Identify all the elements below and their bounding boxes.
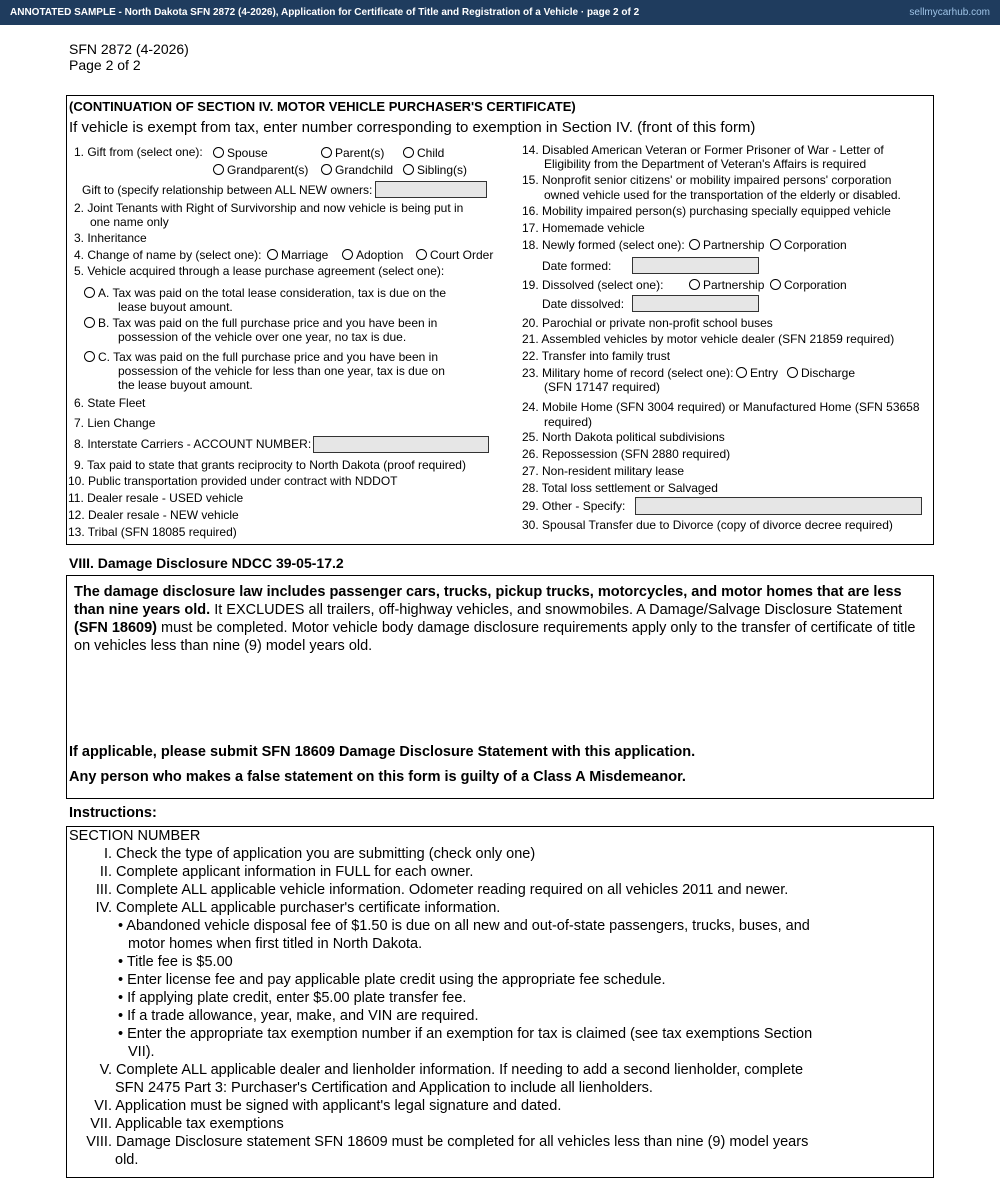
exemption-item-1: 1. Gift from (select one): [74,145,203,159]
exemption-item-30: 30. Spousal Transfer due to Divorce (copy of divorce decree required) [522,518,893,532]
option-court-order[interactable] [416,248,493,262]
option-grandchild[interactable] [321,163,393,177]
exemption-item-3: 3. Inheritance [74,231,147,245]
banner-title: ANNOTATED SAMPLE - North Dakota SFN 2872 (4-2026), Application for Certificate of Title and Registration of a Vehicle · page 2 of 2 [10,7,640,18]
option-lease-b-cont: possession of the vehicle over one year, no tax is due. [118,330,407,344]
option-lease-a-cont: lease buyout amount. [118,300,233,314]
radio-icon [213,147,224,158]
instruction-row [85,881,788,899]
instruction-row [85,899,500,917]
radio-icon [403,164,414,175]
option-label: Partnership [703,278,765,292]
date-dissolved-field[interactable] [632,295,759,312]
option-marriage[interactable] [267,248,328,262]
instruction-text: Complete applicant information in FULL for each owner. [116,864,474,880]
exemption-item-21: 21. Assembled vehicles by motor vehicle dealer (SFN 21859 required) [522,332,895,346]
option-label: Adoption [356,248,404,262]
damage-text-end: must be completed. Motor vehicle body damage disclosure requirements apply only to the transfer of certificate of title on vehicles less than nine (9) model years old. [74,620,916,654]
gift-to-field[interactable] [375,181,487,198]
exemption-item-23: 23. Military home of record (select one): [522,366,734,380]
exemption-item-23-cont: (SFN 17147 required) [544,380,661,394]
option-entry[interactable] [736,366,778,380]
damage-sfn-text: (SFN 18609) [74,620,158,636]
instruction-text: Check the type of application you are submitting (check only one) [116,846,536,862]
exemption-item-13: 13. Tribal (SFN 18085 required) [68,525,237,539]
roman-numeral: II. [99,864,112,880]
exemption-item-8: 8. Interstate Carriers - ACCOUNT NUMBER: [74,437,312,451]
exemption-item-27: 27. Non-resident military lease [522,464,685,478]
damage-disclosure-heading: VIII. Damage Disclosure NDCC 39-05-17.2 [69,555,344,571]
radio-icon [321,164,332,175]
instruction-text: Applicable tax exemptions [115,1116,284,1132]
exemption-item-15: 15. Nonprofit senior citizens' or mobility impaired persons' corporation [522,173,892,187]
roman-numeral: IV. [95,900,112,916]
roman-numeral: VI. [94,1098,112,1114]
instruction-text: Damage Disclosure statement SFN 18609 must be completed for all vehicles less than nine (9) model years [116,1134,809,1150]
exemption-item-26: 26. Repossession (SFN 2880 required) [522,447,731,461]
roman-numeral: V. [99,1062,112,1078]
exemption-item-20: 20. Parochial or private non-profit school buses [522,316,773,330]
option-label: C. Tax was paid on the full purchase price and you have been in [98,350,438,364]
exemption-item-4: 4. Change of name by (select one): [74,248,262,262]
exemption-item-18: 18. Newly formed (select one): [522,238,685,252]
roman-numeral: VII. [90,1116,112,1132]
instruction-text: Application must be signed with applicant's legal signature and dated. [115,1098,562,1114]
radio-icon [787,367,798,378]
option-label: Grandchild [335,163,394,177]
banner-site-link[interactable]: sellmycarhub.com [909,7,990,18]
instruction-row [85,1115,284,1133]
option-parents[interactable] [321,146,384,160]
instruction-row [85,845,535,863]
section-number-label: SECTION NUMBER [69,828,201,844]
radio-icon [213,164,224,175]
option-label: Discharge [801,366,856,380]
exemption-item-7: 7. Lien Change [74,416,156,430]
instruction-bullet-cont: motor homes when first titled in North Dakota. [128,936,423,952]
account-number-field[interactable] [313,436,489,453]
exemption-item-2: 2. Joint Tenants with Right of Survivorship and now vehicle is being put in [74,201,464,215]
exemption-item-22: 22. Transfer into family trust [522,349,671,363]
option-siblings[interactable] [403,163,467,177]
roman-numeral: VIII. [86,1134,112,1150]
option-lease-c-cont: possession of the vehicle for less than one year, tax is due on [118,364,445,378]
option-label: Corporation [784,278,847,292]
gift-to-label: Gift to (specify relationship between ALL NEW owners: [82,183,373,197]
option-dissolved-partnership[interactable] [689,278,764,292]
exemption-item-25: 25. North Dakota political subdivisions [522,430,725,444]
option-child[interactable] [403,146,444,160]
radio-icon [689,239,700,250]
exemption-item-14: 14. Disabled American Veteran or Former Prisoner of War - Letter of [522,143,884,157]
exemption-item-24: 24. Mobile Home (SFN 3004 required) or Manufactured Home (SFN 53658 [522,400,920,414]
instruction-bullet: • Abandoned vehicle disposal fee of $1.50 is due on all new and out-of-state passengers, trucks, buses, and [118,918,810,934]
option-label: Grandparent(s) [227,163,309,177]
radio-icon [770,239,781,250]
instruction-bullet: • Enter license fee and pay applicable plate credit using the appropriate fee schedule. [118,972,666,988]
option-label: A. Tax was paid on the total lease consideration, tax is due on the [98,286,446,300]
exemption-item-5: 5. Vehicle acquired through a lease purchase agreement (select one): [74,264,445,278]
roman-numeral: I. [103,846,112,862]
option-label: Corporation [784,238,847,252]
option-grandparents[interactable] [213,163,308,177]
option-label: Partnership [703,238,765,252]
radio-icon [267,249,278,260]
exemption-item-6: 6. State Fleet [74,396,146,410]
false-statement-notice: Any person who makes a false statement on this form is guilty of a Class A Misdemeanor. [69,769,686,785]
option-label: Court Order [430,248,494,262]
instruction-bullet: • Enter the appropriate tax exemption number if an exemption for tax is claimed (see tax exemptions Section [118,1026,813,1042]
damage-text: It EXCLUDES all trailers, off-highway vehicles, and snowmobiles. A Damage/Salvage Disclosure Statement [210,602,903,618]
option-spouse[interactable] [213,146,268,160]
option-lease-c[interactable] [84,350,438,364]
damage-disclosure-paragraph [74,583,924,655]
exemption-item-17: 17. Homemade vehicle [522,221,645,235]
roman-numeral: III. [95,882,112,898]
radio-icon [770,279,781,290]
exemption-item-14-cont: Eligibility from the Department of Veteran's Affairs is required [544,157,867,171]
option-label: Spouse [227,146,268,160]
option-formed-partnership[interactable] [689,238,764,252]
option-dissolved-corporation[interactable] [770,278,847,292]
option-label: Child [417,146,445,160]
instruction-text: Complete ALL applicable purchaser's certificate information. [116,900,501,916]
date-dissolved-label: Date dissolved: [542,297,625,311]
exemption-item-29: 29. Other - Specify: [522,499,626,513]
date-formed-field[interactable] [632,257,759,274]
option-discharge[interactable] [787,366,855,380]
exemption-title: (CONTINUATION OF SECTION IV. MOTOR VEHICLE PURCHASER'S CERTIFICATE) [69,99,576,114]
radio-icon [403,147,414,158]
instruction-bullet-cont: VII). [128,1044,155,1060]
instruction-text-cont: SFN 2475 Part 3: Purchaser's Certification and Application to include all lienholders. [115,1080,653,1096]
exemption-item-19: 19. Dissolved (select one): [522,278,664,292]
instruction-row [85,1133,808,1151]
radio-icon [736,367,747,378]
option-label: Marriage [281,248,329,262]
exemption-item-12: 12. Dealer resale - NEW vehicle [68,508,239,522]
instruction-text: Complete ALL applicable dealer and lienholder information. If needing to add a second lienholder, complete [116,1062,804,1078]
exemption-item-24-cont: required) [544,415,593,429]
radio-icon [689,279,700,290]
radio-icon [84,287,95,298]
date-formed-label: Date formed: [542,259,612,273]
instructions-heading: Instructions: [69,805,157,821]
exemption-item-2-cont: one name only [90,215,169,229]
option-label: Sibling(s) [417,163,468,177]
instruction-row [85,1061,803,1079]
radio-icon [321,147,332,158]
form-number: SFN 2872 (4-2026) [69,41,189,57]
instruction-bullet: • Title fee is $5.00 [118,954,233,970]
instruction-bullet: • If applying plate credit, enter $5.00 plate transfer fee. [118,990,467,1006]
option-label: Parent(s) [335,146,385,160]
exemption-item-11: 11. Dealer resale - USED vehicle [68,491,244,505]
option-label: Entry [750,366,779,380]
instruction-bullet: • If a trade allowance, year, make, and VIN are required. [118,1008,479,1024]
submit-notice: If applicable, please submit SFN 18609 Damage Disclosure Statement with this application. [69,744,696,760]
page-number: Page 2 of 2 [69,57,141,73]
exemption-item-9: 9. Tax paid to state that grants reciprocity to North Dakota (proof required) [74,458,466,472]
instruction-text-cont: old. [115,1152,139,1168]
exemption-item-16: 16. Mobility impaired person(s) purchasing specially equipped vehicle [522,204,891,218]
option-lease-a[interactable] [84,286,446,300]
radio-icon [84,317,95,328]
option-adoption[interactable] [342,248,403,262]
other-specify-field[interactable] [635,497,922,515]
radio-icon [84,351,95,362]
option-lease-c-cont2: the lease buyout amount. [118,378,253,392]
exemption-item-28: 28. Total loss settlement or Salvaged [522,481,718,495]
exemption-item-10: 10. Public transportation provided under contract with NDDOT [68,474,398,488]
exemption-subtitle: If vehicle is exempt from tax, enter number corresponding to exemption in Section IV. (front of this form) [69,119,756,136]
radio-icon [416,249,427,260]
radio-icon [342,249,353,260]
option-label: B. Tax was paid on the full purchase price and you have been in [98,316,438,330]
instruction-row [85,1097,561,1115]
option-formed-corporation[interactable] [770,238,847,252]
instruction-row [85,863,473,881]
exemption-item-15-cont: owned vehicle used for the transportation of the elderly or disabled. [544,188,901,202]
top-banner [0,0,1000,25]
instruction-text: Complete ALL applicable vehicle information. Odometer reading required on all vehicles 2011 and newer. [116,882,789,898]
damage-bold-text: The damage disclosure law includes passenger cars, trucks, pickup trucks, motorcycles, and motor homes that are less than nine years old. [74,584,902,618]
option-lease-b[interactable] [84,316,437,330]
